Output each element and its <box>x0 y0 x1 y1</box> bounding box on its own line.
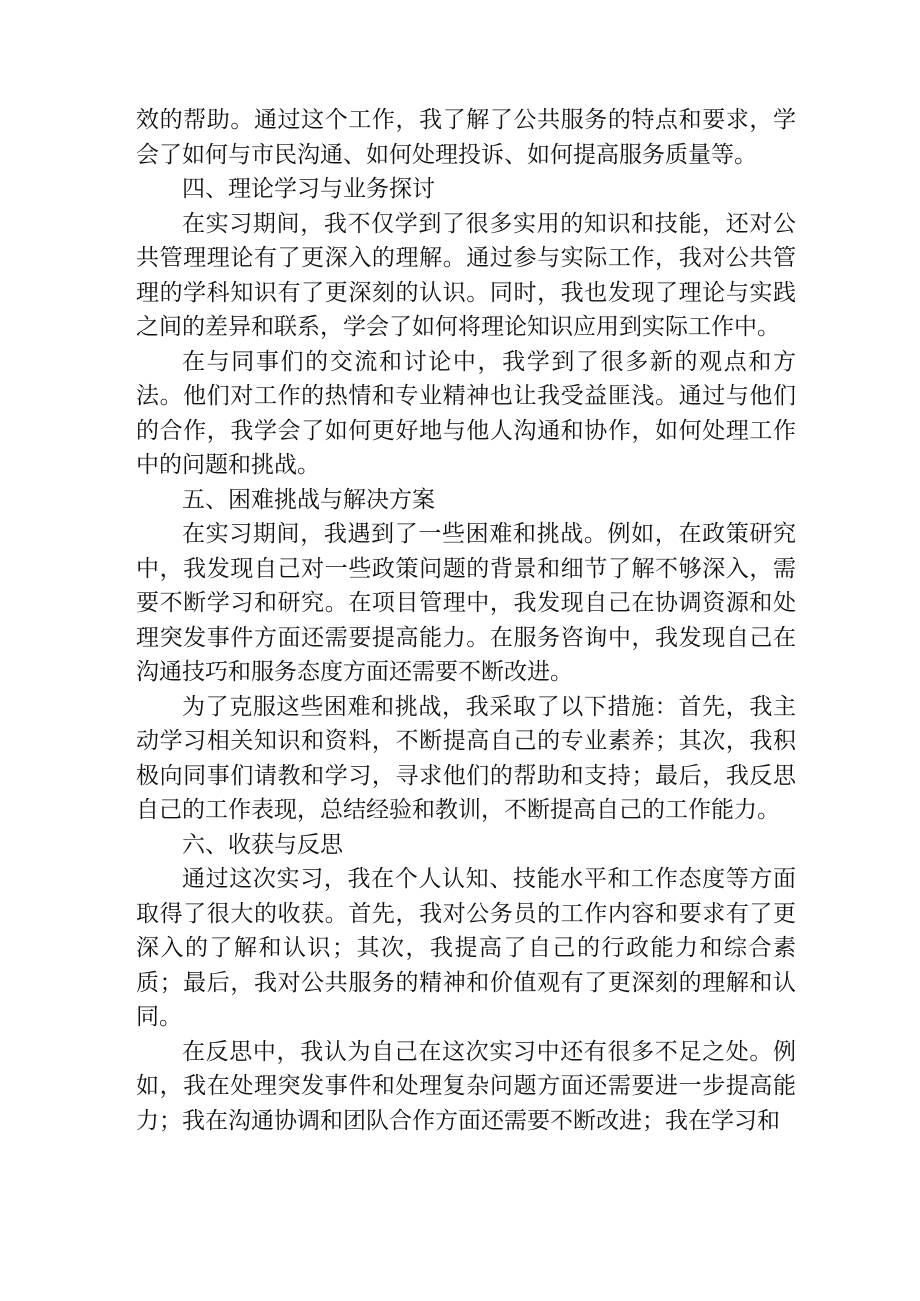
paragraph-continuation: 效的帮助。通过这个工作，我了解了公共服务的特点和要求，学会了如何与市民沟通、如何处理投诉、如何提高服务质量等。 <box>136 107 796 168</box>
paragraph: 在实习期间，我遇到了一些困难和挑战。例如，在政策研究中，我发现自己对一些政策问题的背景和细节了解不够深入，需要不断学习和研究。在项目管理中，我发现自己在协调资源和处理突发事件方面还需要提高能力。在服务咨询中，我发现自己在沟通技巧和服务态度方面还需要不断改进。 <box>136 521 796 685</box>
paragraph: 在实习期间，我不仅学到了很多实用的知识和技能，还对公共管理理论有了更深入的理解。通过参与实际工作，我对公共管理的学科知识有了更深刻的认识。同时，我也发现了理论与实践之间的差异和联系，学会了如何将理论知识应用到实际工作中。 <box>136 210 796 340</box>
paragraph: 通过这次实习，我在个人认知、技能水平和工作态度等方面取得了很大的收获。首先，我对公务员的工作内容和要求有了更深入的了解和认识；其次，我提高了自己的行政能力和综合素质；最后，我对公共服务的精神和价值观有了更深刻的理解和认同。 <box>136 866 796 1030</box>
section-heading-difficulties: 五、困难挑战与解决方案 <box>182 486 435 513</box>
section-heading-theory-study: 四、理论学习与业务探讨 <box>182 176 435 202</box>
section-heading-gains-reflection: 六、收获与反思 <box>182 831 343 858</box>
paragraph: 在与同事们的交流和讨论中，我学到了很多新的观点和方法。他们对工作的热情和专业精神也让我受益匪浅。通过与他们的合作，我学会了如何更好地与他人沟通和协作，如何处理工作中的问题和挑战。 <box>136 348 796 478</box>
document-page <box>136 103 796 1138</box>
paragraph: 为了克服这些困难和挑战，我采取了以下措施：首先，我主动学习相关知识和资料，不断提高自己的专业素养；其次，我积极向同事们请教和学习，寻求他们的帮助和支持；最后，我反思自己的工作表现，总结经验和教训，不断提高自己的工作能力。 <box>136 693 796 823</box>
paragraph: 在反思中，我认为自己在这次实习中还有很多不足之处。例如，我在处理突发事件和处理复杂问题方面还需要进一步提高能力；我在沟通协调和团队合作方面还需要不断改进；我在学习和 <box>136 1038 796 1134</box>
